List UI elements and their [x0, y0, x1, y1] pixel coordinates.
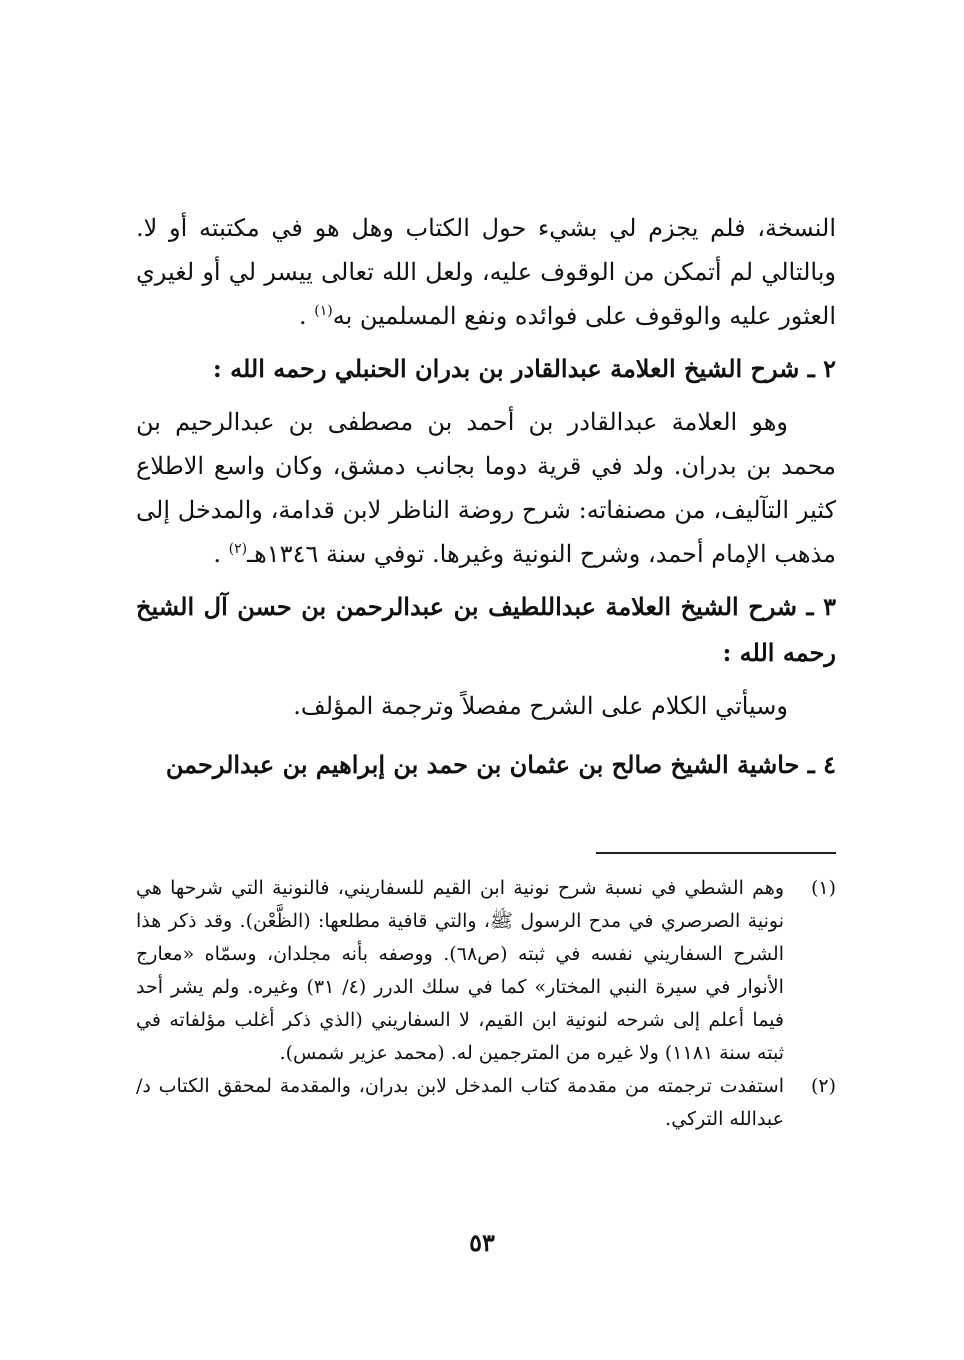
footnote-number: (١) — [810, 877, 836, 899]
spacer — [136, 728, 836, 742]
section-heading-3: ٣ ـ شرح الشيخ العلامة عبداللطيف بن عبدالرحمن بن حسن آل الشيخ رحمه الله : — [136, 592, 836, 667]
spacer — [136, 576, 836, 584]
footnote-ref-1[interactable]: (١) — [314, 303, 333, 319]
paragraph-text: النسخة، فلم يجزم لي بشيء حول الكتاب وهل هو في مكتبته أو لا. وبالتالي لم أتمكن من الوقوف عليه، ولعل الله تعالى ييسر لي أو لغيري العثور عليه والوقوف على فوائده ونفع المسلمين به — [136, 214, 836, 330]
paragraph-continuation — [136, 206, 836, 338]
footnote-number: (٢) — [810, 1075, 836, 1097]
page-number: ٥٣ — [469, 1228, 495, 1257]
spacer — [136, 392, 836, 400]
section-heading-2: ٢ ـ شرح الشيخ العلامة عبدالقادر بن بدران الحنبلي رحمه الله : — [212, 354, 836, 383]
section-heading-4: ٤ ـ حاشية الشيخ صالح بن عثمان بن حمد بن إبراهيم بن عبدالرحمن — [165, 750, 836, 779]
paragraph-text: وهو العلامة عبدالقادر بن أحمد بن مصطفى بن عبدالرحيم بن محمد بن بدران. ولد في قرية دوما بجانب دمشق، وكان واسع الاطلاع كثير التآليف، من مصنفاته: شرح روضة الناظر لابن قدامة، والمدخل إلى مذهب الإمام أحمد، وشرح النونية وغيرها. توفي سنة ١٣٤٦هـ — [136, 408, 836, 568]
paragraph-end: . — [298, 302, 307, 330]
footnotes — [136, 872, 836, 1136]
main-text — [136, 206, 836, 788]
footnote-separator — [596, 852, 836, 854]
footnote-ref-2[interactable]: (٢) — [228, 541, 248, 557]
paragraph-end: . — [213, 540, 221, 568]
footnote-text: استفدت ترجمته من مقدمة كتاب المدخل لابن بدران، والمقدمة لمحقق الكتاب د/ عبدالله التركي. — [136, 1075, 784, 1130]
paragraph-biography — [136, 400, 836, 576]
footnote-text: وهم الشطي في نسبة شرح نونية ابن القيم للسفاريني، فالنونية التي شرحها هي نونية الصرصري في مدح الرسول ﷺ، والتي قافية مطلعها: (الظَّعْن). وقد ذكر هذا الشرح السفاريني نفسه في ثبته (ص٦٨). ووصفه بأنه مجلدان، وسمّاه «معارج الأنوار في سيرة النبي المختار» كما في سلك الدرر (٤/ ٣١) وغيره. ولم يشر أحد فيما أعلم إلى شرحه لنونية ابن القيم، لا السفاريني (الذي ذكر أغلب مؤلفاته في ثبته سنة ١١٨١) ولا غيره من المترجمين له. (محمد عزير شمس). — [136, 877, 784, 1064]
footnote-2 — [136, 1070, 836, 1136]
footnote-1 — [136, 872, 836, 1070]
paragraph-note: وسيأتي الكلام على الشرح مفصلاً وترجمة المؤلف. — [293, 692, 788, 720]
spacer — [136, 338, 836, 346]
spacer — [136, 676, 836, 684]
